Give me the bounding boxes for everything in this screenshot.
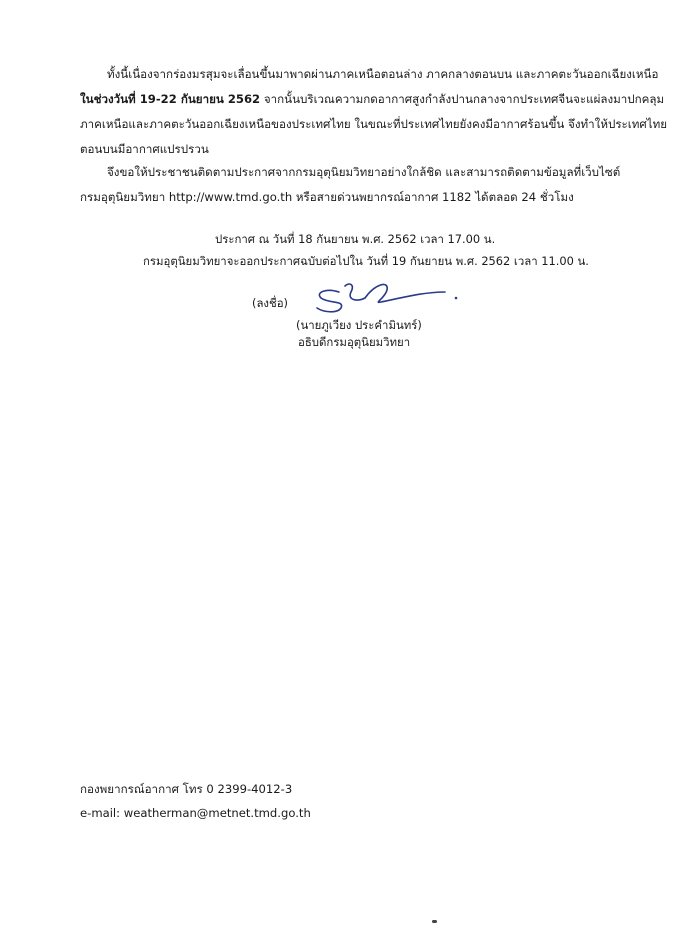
paragraph-line: ในช่วงวันที่ 19-22 กันยายน 2562 จากนั้นบริเวณความกดอากาศสูงกำลังปานกลางจากประเทศจีนจะแผ่ลงมาปกคลุม bbox=[80, 92, 665, 106]
signed-label: (ลงชื่อ) bbox=[252, 296, 289, 310]
signatory-name: (นายภูเวียง ประคำมินทร์) bbox=[296, 318, 422, 332]
division-phone: กองพยากรณ์อากาศ โทร 0 2399-4012-3 bbox=[80, 782, 293, 796]
contact-email: e-mail: weatherman@metnet.tmd.go.th bbox=[80, 806, 311, 820]
signatory-title: อธิบดีกรมอุตุนิยมวิทยา bbox=[298, 335, 411, 349]
announcement-block bbox=[0, 228, 696, 272]
next-announcement: กรมอุตุนิยมวิทยาจะออกประกาศฉบับต่อไปใน วันที่ 19 กันยายน พ.ศ. 2562 เวลา 11.00 น. bbox=[143, 254, 589, 268]
contact-footer bbox=[80, 777, 311, 825]
paragraph-line: จึงขอให้ประชาชนติดตามประกาศจากกรมอุตุนิยมวิทยาอย่างใกล้ชิด และสามารถติดตามข้อมูลที่เว็บไซต์ bbox=[107, 165, 621, 179]
paragraph-advice bbox=[80, 160, 620, 210]
paragraph-line: ภาคเหนือและภาคตะวันออกเฉียงเหนือของประเทศไทย ในขณะที่ประเทศไทยยังคงมีอากาศร้อนขึ้น จึงทำให้ประเทศไทย bbox=[80, 117, 668, 131]
paragraph-line: ตอนบนมีอากาศแปรปรวน bbox=[80, 142, 209, 156]
signature-image bbox=[305, 278, 475, 318]
paragraph-line: กรมอุตุนิยมวิทยา http://www.tmd.go.th หรือสายด่วนพยากรณ์อากาศ 1182 ได้ตลอด 24 ชั่วโมง bbox=[80, 190, 574, 204]
scan-speck bbox=[432, 920, 437, 923]
highlighted-dates: ในช่วงวันที่ 19-22 กันยายน 2562 bbox=[80, 92, 261, 106]
paragraph-line: ทั้งนี้เนื่องจากร่องมรสุมจะเลื่อนขึ้นมาพาดผ่านภาคเหนือตอนล่าง ภาคกลางตอนบน และภาคตะวันออกเฉียงเหนือ bbox=[107, 67, 659, 81]
paragraph-forecast bbox=[80, 62, 668, 162]
issued-date: ประกาศ ณ วันที่ 18 กันยายน พ.ศ. 2562 เวลา 17.00 น. bbox=[215, 232, 496, 246]
